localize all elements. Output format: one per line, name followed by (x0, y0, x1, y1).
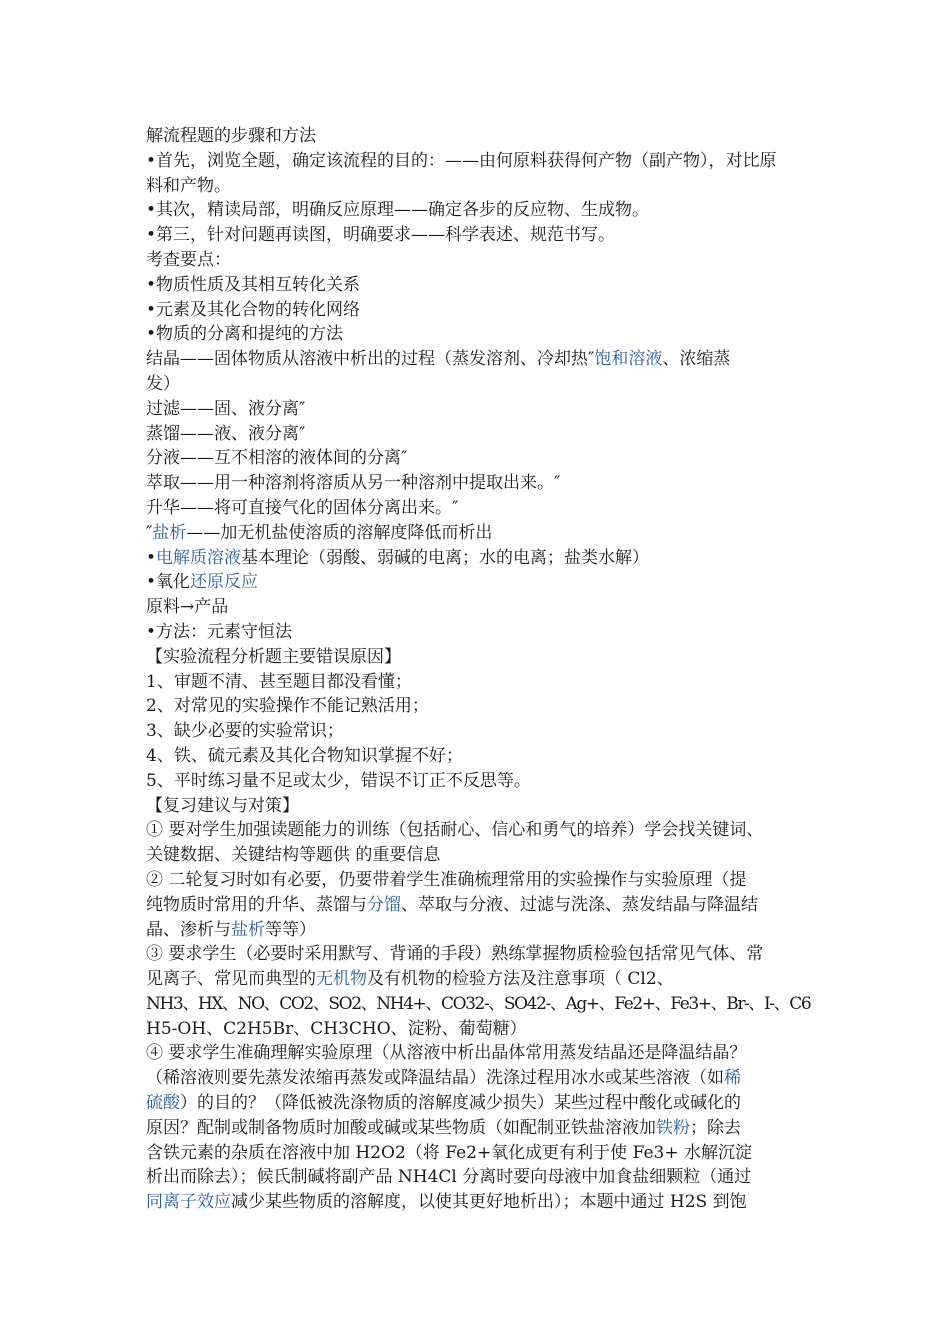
text-line (146, 223, 810, 248)
text-run: ——加无机盐使溶质的溶解度降低而析出 (186, 522, 493, 543)
text-line (146, 694, 810, 719)
text-line (146, 1141, 810, 1166)
text-run: •首先，浏览全题，确定该流程的目的：——由何原料获得何产物（副产物），对比原 (146, 150, 777, 171)
keyword-link[interactable]: 铁粉 (656, 1117, 690, 1138)
keyword-link[interactable]: 硫酸 (146, 1093, 180, 1114)
text-run: 结晶——固体物质从溶液中析出的过程（蒸发溶剂、冷却热″ (146, 349, 595, 370)
text-run: 蒸馏——液、液分离″ (146, 423, 306, 444)
text-run: ）的目的？（降低被洗涤物质的溶解度减少损失）某些过程中酸化或碱化的 (180, 1093, 741, 1114)
text-line (146, 1190, 810, 1215)
text-line (146, 843, 810, 868)
text-run: 、萃取与分液、过滤与洗涤、蒸发结晶与降温结 (401, 894, 758, 915)
text-run: ″ (146, 522, 153, 543)
text-run: 料和产物。 (146, 175, 231, 196)
keyword-link[interactable]: 还原反应 (190, 572, 259, 593)
text-run: 发） (146, 373, 180, 394)
text-run: 过滤——固、液分离″ (146, 398, 306, 419)
text-line (146, 372, 810, 397)
text-line (146, 397, 810, 422)
text-line (146, 868, 810, 893)
text-line (146, 744, 810, 769)
text-run: • (146, 547, 157, 568)
text-line (146, 818, 810, 843)
text-line (146, 893, 810, 918)
text-run: 分液——互不相溶的液体间的分离″ (146, 448, 408, 469)
text-run: ② 二轮复习时如有必要，仍要带着学生准确梳理常用的实验操作与实验原理（提 (146, 869, 747, 890)
text-line (146, 198, 810, 223)
text-line (146, 1017, 810, 1042)
keyword-link[interactable]: 盐析 (152, 522, 187, 543)
text-run: H5-OH、C2H5Br、CH3CHO、淀粉、葡萄糖） (146, 1018, 527, 1039)
text-run: 减少某些物质的溶解度，以使其更好地析出）；本题中通过 H2S 到饱 (231, 1192, 747, 1213)
text-run: •其次，精读局部，明确反应原理——确定各步的反应物、生成物。 (146, 200, 650, 221)
text-run: •物质的分离和提纯的方法 (146, 324, 344, 345)
text-run: 晶、渗析与 (146, 919, 231, 940)
text-run: 等等） (265, 919, 316, 940)
text-line (146, 992, 810, 1017)
text-run: 关键数据、关键结构等题供 的重要信息 (146, 845, 441, 866)
text-line (146, 1041, 810, 1066)
text-run: 原因？配制或制备物质时加酸或碱或某些物质（如配制亚铁盐溶液加 (146, 1117, 656, 1138)
text-run: 3、缺少必要的实验常识； (146, 721, 344, 742)
text-line (146, 719, 810, 744)
text-line (146, 620, 810, 645)
text-line (146, 918, 810, 943)
text-line (146, 645, 810, 670)
text-run: 萃取——用一种溶剂将溶质从另一种溶剂中提取出来。″ (146, 473, 561, 494)
text-run: 2、对常见的实验操作不能记熟活用； (146, 696, 429, 717)
text-run: ③ 要求学生（必要时采用默写、背诵的手段）熟练掌握物质检验包括常见气体、常 (146, 944, 764, 965)
text-line (146, 273, 810, 298)
text-line (146, 1116, 810, 1141)
text-run: 升华——将可直接气化的固体分离出来。″ (146, 497, 459, 518)
text-run: 【实验流程分析题主要错误原因】 (146, 646, 401, 667)
text-run: 考查要点： (146, 249, 231, 270)
text-run: 原料→产品 (146, 597, 229, 618)
text-run: 、浓缩蒸 (662, 349, 731, 370)
text-line (146, 670, 810, 695)
text-line (146, 1091, 810, 1116)
text-run: ；除去 (690, 1117, 741, 1138)
text-line (146, 124, 810, 149)
text-run: 及有机物的检验方法及注意事项（ Cl2、 (367, 969, 674, 990)
text-run: 5、平时练习量不足或太少，错误不订正不反思等。 (146, 770, 531, 791)
text-line (146, 298, 810, 323)
keyword-link[interactable]: 饱和溶液 (594, 349, 663, 370)
text-run: •第三，针对问题再读图，明确要求——科学表述、规范书写。 (146, 225, 616, 246)
text-line (146, 1165, 810, 1190)
text-run: •元素及其化合物的转化网络 (146, 299, 361, 320)
text-line (146, 546, 810, 571)
text-line (146, 595, 810, 620)
text-run: ① 要对学生加强读题能力的训练（包括耐心、信心和勇气的培养）学会找关键词、 (146, 820, 764, 841)
text-line (146, 570, 810, 595)
text-run: 基本理论（弱酸、弱碱的电离；水的电离；盐类水解） (241, 547, 650, 568)
text-line (146, 322, 810, 347)
keyword-link[interactable]: 无机物 (316, 969, 367, 990)
text-line (146, 1066, 810, 1091)
text-line (146, 794, 810, 819)
text-run: （稀溶液则要先蒸发浓缩再蒸发或降温结晶）洗涤过程用冰水或某些溶液（如 (146, 1068, 724, 1089)
keyword-link[interactable]: 稀 (724, 1068, 741, 1089)
text-line (146, 347, 810, 372)
text-run: •物质性质及其相互转化关系 (146, 274, 361, 295)
text-run: 1、审题不清、甚至题目都没看懂； (146, 671, 412, 692)
keyword-link[interactable]: 分馏 (367, 894, 401, 915)
text-run: 4、铁、硫元素及其化合物知识掌握不好； (146, 745, 463, 766)
keyword-link[interactable]: 电解质溶液 (156, 547, 242, 568)
text-line (146, 471, 810, 496)
text-run: NH3、HX、NO、CO2、SO2、NH4+、CO32-、SO42-、Ag+、Fe2+、Fe3+、Br-、I-、C6 (146, 993, 811, 1014)
text-run: 见离子、常见而典型的 (146, 969, 316, 990)
text-run: 析出而除去）；候氏制碱将副产品 NH4Cl 分离时要向母液中加食盐细颗粒（通过 (146, 1167, 752, 1188)
text-line (146, 769, 810, 794)
text-run: 纯物质时常用的升华、蒸馏与 (146, 894, 367, 915)
text-line (146, 496, 810, 521)
text-line (146, 521, 810, 546)
text-line (146, 174, 810, 199)
text-run: ④ 要求学生准确理解实验原理（从溶液中析出晶体常用蒸发结晶还是降温结晶？ (146, 1043, 747, 1064)
keyword-link[interactable]: 盐析 (231, 919, 265, 940)
text-line (146, 422, 810, 447)
text-line (146, 149, 810, 174)
text-run: •氧化 (146, 572, 191, 593)
text-run: 解流程题的步骤和方法 (146, 126, 316, 146)
text-run: •方法：元素守恒法 (146, 621, 293, 642)
text-line (146, 446, 810, 471)
keyword-link[interactable]: 同离子效应 (146, 1192, 231, 1213)
text-run: 含铁元素的杂质在溶液中加 H2O2（将 Fe2+氧化成更有利于使 Fe3+ 水解沉淀 (146, 1142, 752, 1163)
text-line (146, 942, 810, 967)
document-body (146, 124, 810, 1215)
text-line (146, 248, 810, 273)
text-run: 【复习建议与对策】 (146, 795, 299, 816)
text-line (146, 967, 810, 992)
